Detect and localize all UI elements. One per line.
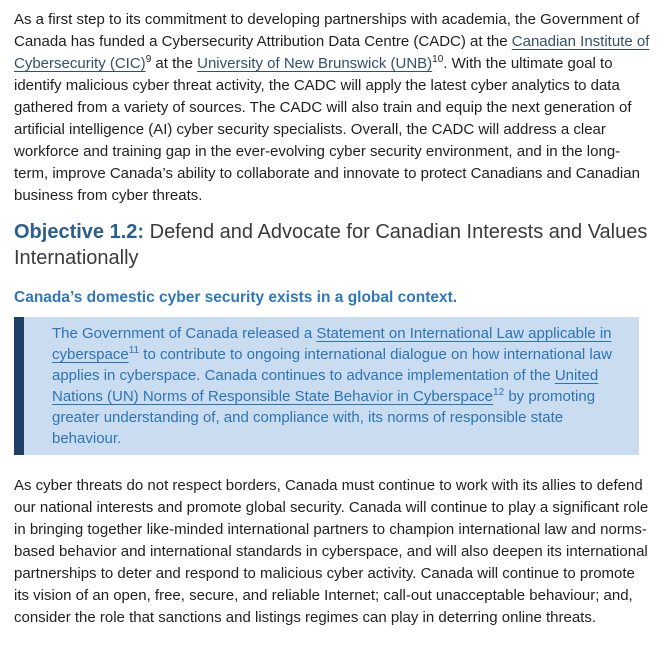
callout-accent-bar [14, 317, 24, 455]
callout-paragraph [52, 323, 621, 449]
footnote-ref: 11 [128, 345, 140, 356]
text-segment: by promoting greater understanding of, and compliance with, its norms of responsible state behaviour. [52, 388, 596, 447]
paragraph-international: As cyber threats do not respect borders, Canada must continue to work with its allies to defend our national interests and promote global security. Canada will continue to play a significant role in bringing together like-minded international partners to champion international law and norms-based behavior and international standards in cyberspace, and will also deepen its international partnerships to deter and respond to malicious cyber activity. Canada will continue to promote its vision of an open, free, secure, and reliable Internet; call-out unacceptable behaviour; and, consider the role that sanctions and listings regimes can play in deterring online threats. [14, 477, 649, 626]
link-university-of-new-brunswick[interactable]: University of New Brunswick (UNB) [197, 55, 433, 72]
subheading-global-context: Canada’s domestic cyber security exists in a global context. [14, 289, 458, 306]
text-segment: at the [151, 55, 198, 72]
footnote-ref: 10 [432, 54, 444, 65]
link-statement-international-law[interactable]: Statement on International Law applicable in cyberspace [52, 325, 612, 363]
footnote-ref: 12 [493, 387, 505, 398]
callout-body [24, 317, 639, 455]
link-canadian-institute-of-cybersecurity[interactable]: Canadian Institute of Cybersecurity (CIC) [14, 33, 650, 72]
text-segment: . With the ultimate goal to identify malicious cyber threat activity, the CADC will apply the latest cyber analytics to data gathered from a variety of sources. The CADC will also train and equip the next generation of artificial intelligence (AI) cyber security specialists. Overall, the CADC will address a clear workforce and training gap in the ever-evolving cyber security environment, and in the long- term, improve Canada’s ability to collaborate and innovate to protect Canadians and Canadian business from cyber threats. [14, 55, 640, 204]
heading-objective-number: Objective 1.2: [14, 221, 145, 243]
link-un-norms-responsible-state-behavior[interactable]: United Nations (UN) Norms of Responsible State Behavior in Cyberspace [52, 367, 599, 405]
heading-objective-title: Defend and Advocate for Canadian Interests and Values Internationally [14, 221, 648, 269]
section-heading-objective-1-2 [14, 219, 653, 271]
paragraph-cadc [14, 9, 653, 207]
callout-box [14, 317, 639, 455]
text-segment: to contribute to ongoing international dialogue on how international law applies in cyberspace. Canada continues to advance implementation of the [52, 346, 612, 384]
text-segment: The Government of Canada released a [52, 325, 317, 342]
footnote-ref: 9 [145, 54, 152, 65]
text-segment: As a first step to its commitment to developing partnerships with academia, the Government of Canada has funded a Cybersecurity Attribution Data Centre (CADC) at the [14, 11, 640, 50]
